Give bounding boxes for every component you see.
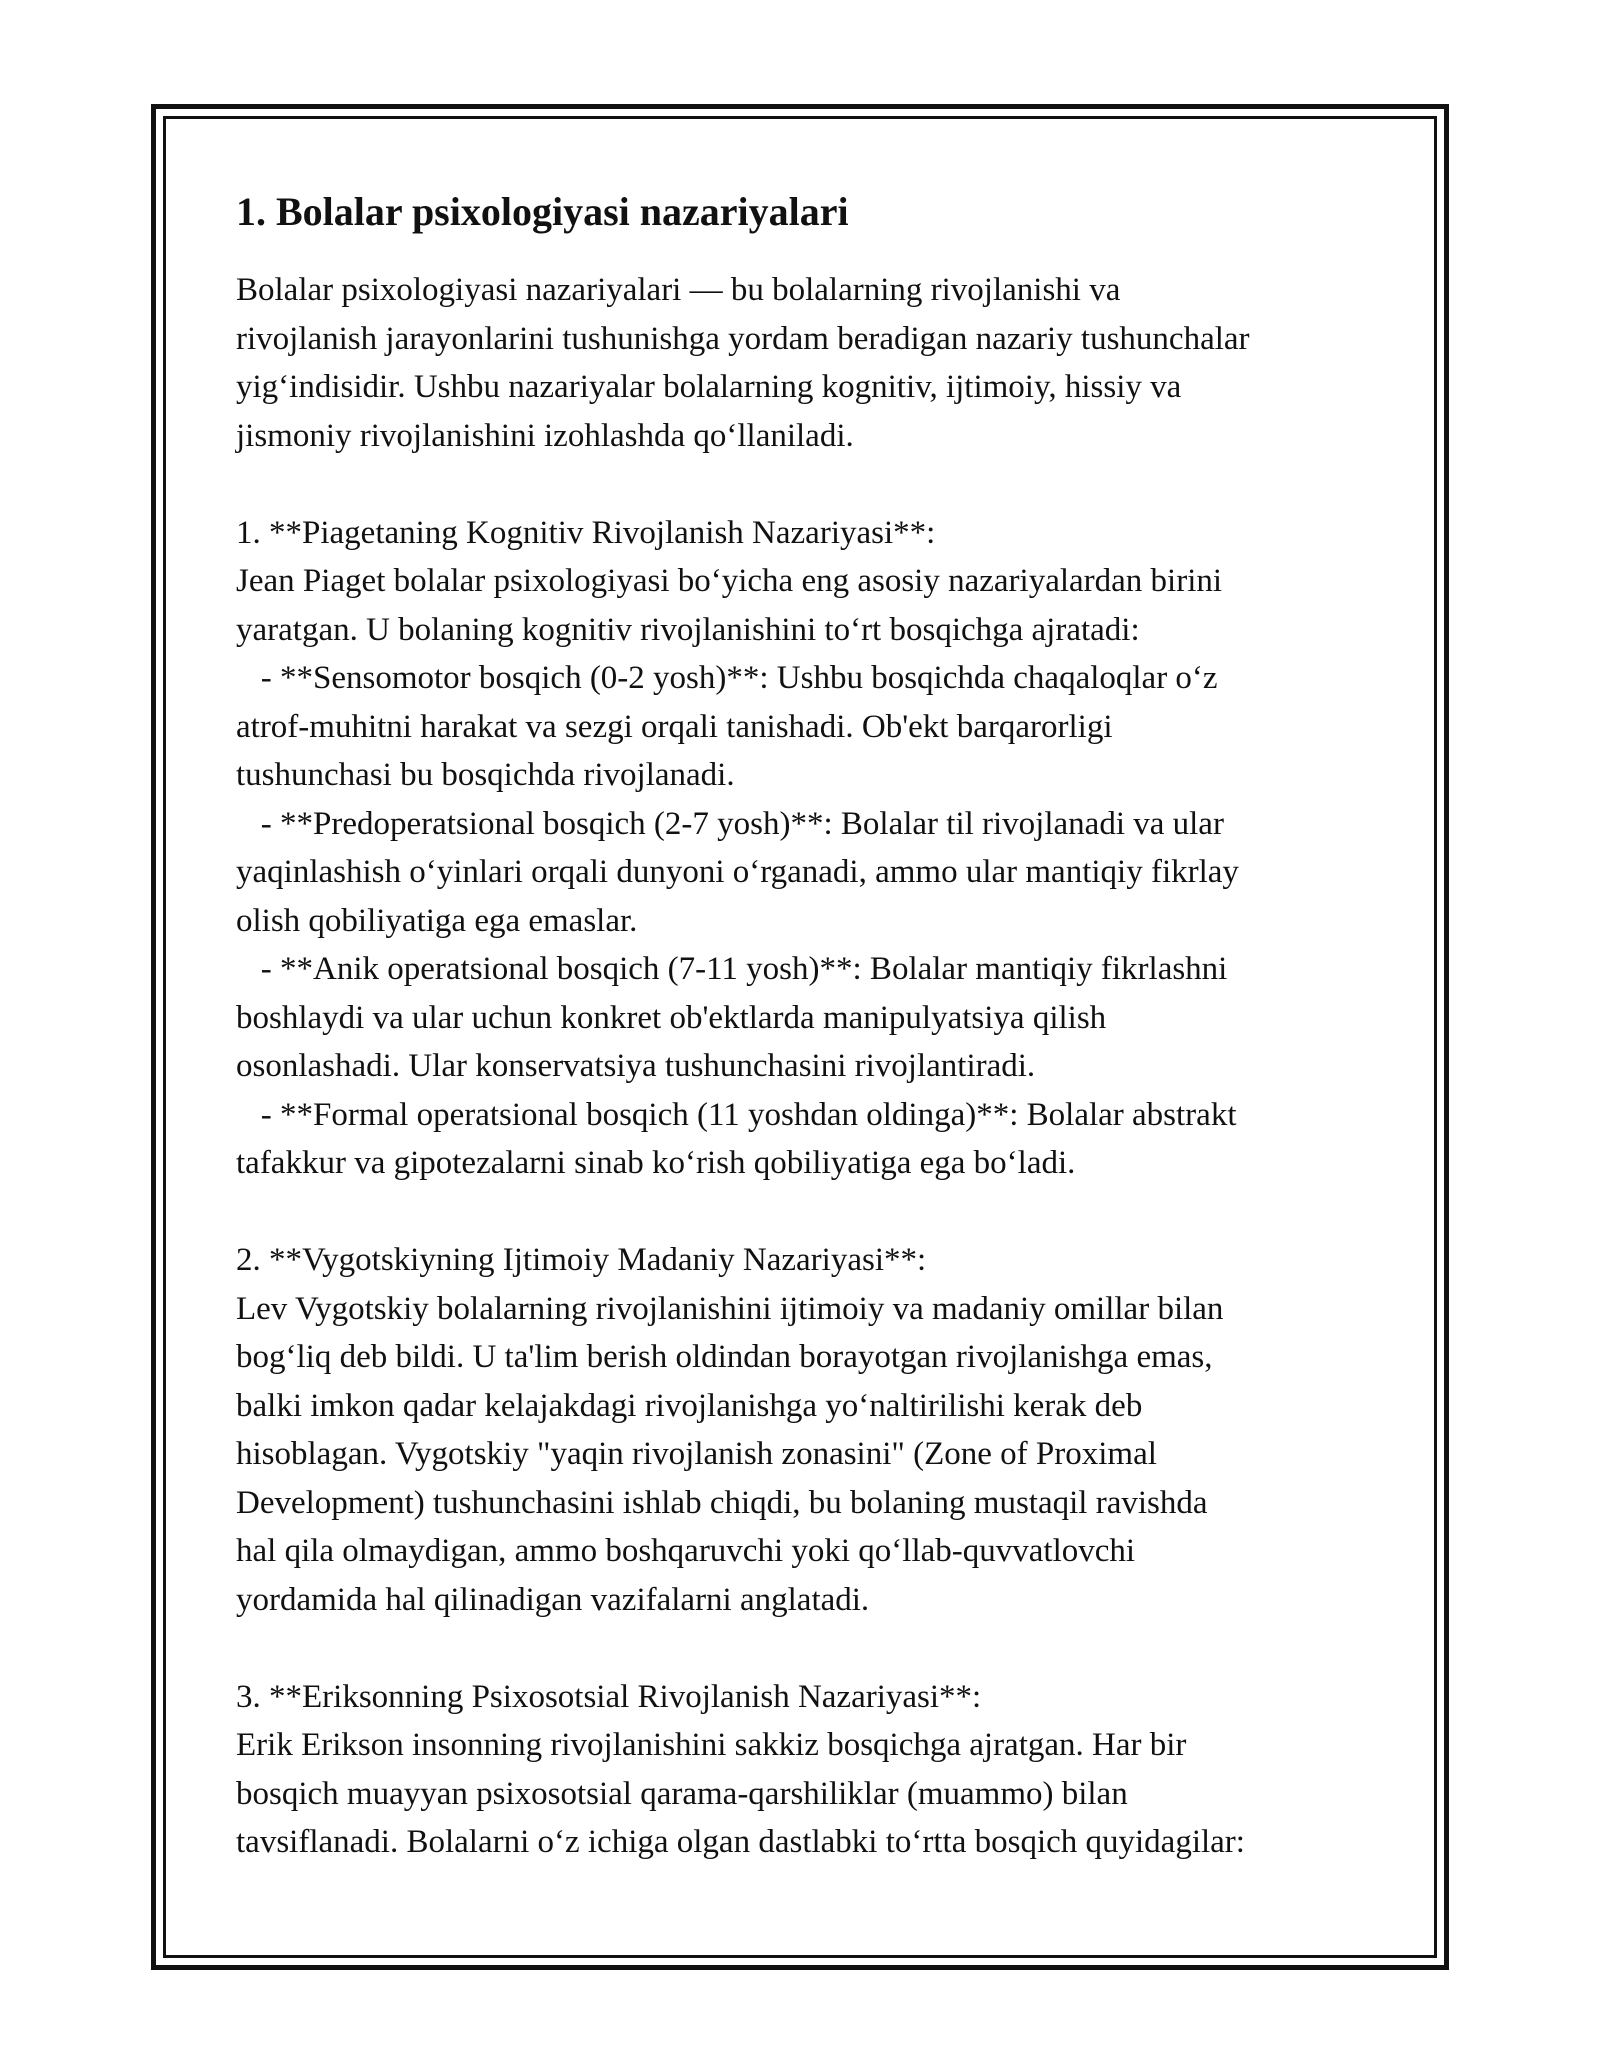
section-piaget xyxy=(236,509,1386,1188)
paragraph-spacer xyxy=(236,1188,1386,1237)
text-line: yaratgan. U bolaning kognitiv rivojlanishini to‘rt bosqichga ajratadi: xyxy=(236,611,1140,648)
text-line: yaqinlashish o‘yinlari orqali dunyoni o‘rganadi, ammo ular mantiqiy fikrlay xyxy=(236,854,1239,890)
text-line: hisoblagan. Vygotskiy "yaqin rivojlanish zonasini" (Zone of Proximal xyxy=(236,1436,1157,1472)
text-line: olish qobiliyatiga ega emaslar. xyxy=(236,902,638,939)
list-item-line: - **Formal operatsional bosqich (11 yoshdan oldinga)**: Bolalar abstrakt xyxy=(236,1096,1237,1133)
list-item-line: - **Predoperatsional bosqich (2-7 yosh)**: Bolalar til rivojlanadi va ular xyxy=(236,805,1224,842)
page-title: 1. Bolalar psixologiyasi nazariyalari xyxy=(236,189,849,234)
text-line: tavsiflanadi. Bolalarni o‘z ichiga olgan dastlabki to‘rtta bosqich quyidagilar: xyxy=(236,1824,1245,1860)
text-line: Bolalar psixologiyasi nazariyalari — bu bolalarning rivojlanishi va xyxy=(236,272,1121,308)
text-line: yig‘indisidir. Ushbu nazariyalar bolalarning kognitiv, ijtimoiy, hissiy va xyxy=(236,369,1182,405)
section-heading: 1. **Piagetaning Kognitiv Rivojlanish Nazariyasi**: xyxy=(236,514,936,551)
paragraph-spacer xyxy=(236,460,1386,509)
list-item-line: - **Sensomotor bosqich (0-2 yosh)**: Ushbu bosqichda chaqaloqlar o‘z xyxy=(236,660,1218,696)
text-line: tafakkur va gipotezalarni sinab ko‘rish qobiliyatiga ega bo‘ladi. xyxy=(236,1145,1076,1181)
section-heading: 2. **Vygotskiyning Ijtimoiy Madaniy Nazariyasi**: xyxy=(236,1242,927,1278)
text-line: hal qila olmaydigan, ammo boshqaruvchi yoki qo‘llab-quvvatlovchi xyxy=(236,1533,1136,1569)
list-item-line: - **Anik operatsional bosqich (7-11 yosh)**: Bolalar mantiqiy fikrlashni xyxy=(236,951,1228,987)
text-line: balki imkon qadar kelajakdagi rivojlanishga yo‘naltirilishi kerak deb xyxy=(236,1387,1143,1424)
section-vygotsky xyxy=(236,1236,1386,1624)
text-line: Lev Vygotskiy bolalarning rivojlanishini ijtimoiy va madaniy omillar bilan xyxy=(236,1290,1224,1327)
paragraph-spacer xyxy=(236,1624,1386,1673)
document-content xyxy=(236,186,1386,1867)
text-line: bog‘liq deb bildi. U ta'lim berish oldindan borayotgan rivojlanishga emas, xyxy=(236,1339,1213,1375)
text-line: osonlashadi. Ular konservatsiya tushunchasini rivojlantiradi. xyxy=(236,1048,1036,1084)
intro-paragraph xyxy=(236,266,1386,460)
text-line: Jean Piaget bolalar psixologiyasi bo‘yicha eng asosiy nazariyalardan birini xyxy=(236,563,1223,599)
text-line: rivojlanish jarayonlarini tushunishga yordam beradigan nazariy tushunchalar xyxy=(236,320,1250,357)
text-line: tushunchasi bu bosqichda rivojlanadi. xyxy=(236,757,735,793)
text-line: jismoniy rivojlanishini izohlashda qo‘llaniladi. xyxy=(236,417,854,454)
text-line: yordamida hal qilinadigan vazifalarni anglatadi. xyxy=(236,1581,870,1618)
text-line: Development) tushunchasini ishlab chiqdi, bu bolaning mustaqil ravishda xyxy=(236,1484,1208,1521)
text-line: Erik Erikson insonning rivojlanishini sakkiz bosqichga ajratgan. Har bir xyxy=(236,1727,1187,1763)
section-heading: 3. **Eriksonning Psixosotsial Rivojlanish Nazariyasi**: xyxy=(236,1678,982,1715)
text-line: atrof-muhitni harakat va sezgi orqali tanishadi. Ob'ekt barqarorligi xyxy=(236,708,1113,745)
text-line: boshlaydi va ular uchun konkret ob'ektlarda manipulyatsiya qilish xyxy=(236,999,1107,1036)
section-erikson xyxy=(236,1673,1386,1867)
text-line: bosqich muayyan psixosotsial qarama-qarshiliklar (muammo) bilan xyxy=(236,1775,1128,1812)
